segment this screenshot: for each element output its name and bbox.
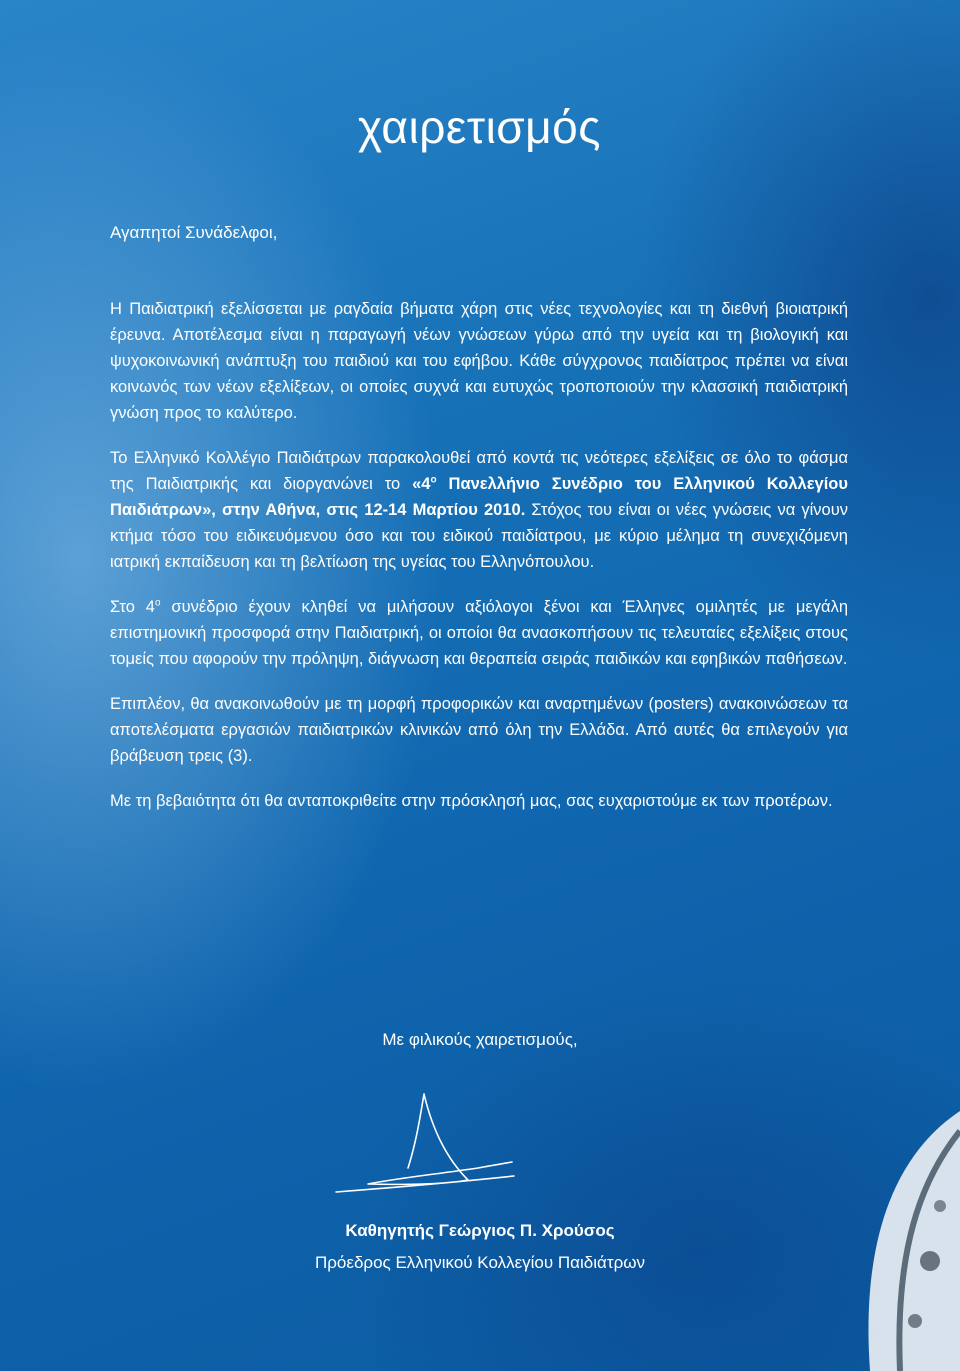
letter-body — [110, 220, 848, 833]
ordinal-suffix: ο — [154, 597, 161, 609]
page-title: χαιρετισμός — [358, 101, 601, 153]
paragraph-4: Επιπλέον, θα ανακοινωθούν με τη μορφή προφορικών και αναρτημένων (posters) ανακοινώσεων τα αποτελέσματα εργασιών παιδιατρικών κλινικών από όλη την Ελλάδα. Από αυτές θα επιλεγούν για βράβευση τρεις (3). — [110, 695, 848, 765]
paragraph-1: Η Παιδιατρική εξελίσσεται με ραγδαία βήματα χάρη στις νέες τεχνολογίες και τη διεθνή βιοιατρική έρευνα. Αποτέλεσμα είναι η παραγωγή νέων γνώσεων γύρω από την υγεία και τη βιολογική και ψυχοκοινωνική ανάπτυξη του παιδιού και του εφήβου. Κάθε σύγχρονος παιδίατρος πρέπει να είναι κοινωνός των νέων εξελίξεων, οι οποίες συχνά και ευτυχώς τροποποιούν την κλασσική παιδιατρική γνώση προς το καλύτερο. — [110, 300, 848, 422]
paragraph-3-prefix: Στο 4 — [110, 598, 155, 616]
closing-line — [0, 1030, 960, 1050]
paragraph-2-goal: Στόχος του είναι οι νέες γνώσεις να γίνουν κτήμα τόσο του ειδικευόμενου όσο και του ειδικού παιδίατρου, με κύριο μέλημα τη συνεχιζόμενη ιατρική εκπαίδευση και τη βελτίωση της υγείας του Ελληνόπουλου. — [110, 501, 849, 571]
butterfly-wing-decoration — [840, 1111, 960, 1371]
closing-text: Με φιλικούς χαιρετισμούς, — [382, 1030, 578, 1049]
ordinal-suffix: ο — [430, 474, 437, 486]
paragraph-2-intro: Το Ελληνικό Κολλέγιο Παιδιάτρων παρακολουθεί από κοντά τις νεότερες εξελίξεις σε όλο το φάσμα της Παιδιατρικής και διοργανώνει το — [110, 449, 848, 493]
paragraph-3-rest: συνέδριο έχουν κληθεί να μιλήσουν αξιόλογοι ξένοι και Έλληνες ομιλητές με μεγάλη επιστημονική προσφορά στην Παιδιατρική, οι οποίοι θα ανασκοπήσουν τις τελευταίες εξελίξεις στους τομείς που αφορούν την πρόληψη, διάγνωση και θεραπεία σειράς παιδικών και εφηβικών παθήσεων. — [110, 598, 848, 668]
salutation: Αγαπητοί Συνάδελφοι, — [110, 223, 278, 242]
paragraph-3 — [110, 594, 848, 672]
signatory-role: Πρόεδρος Ελληνικού Κολλεγίου Παιδιάτρων — [314, 1253, 646, 1272]
paragraph-5: Με τη βεβαιότητα ότι θα ανταποκριθείτε στην πρόσκλησή μας, σας ευχαριστούμε εκ των προτέρων. — [110, 792, 833, 810]
handwritten-signature — [328, 1088, 518, 1198]
congress-ordinal: «4 — [412, 475, 431, 493]
paragraph-2 — [110, 445, 848, 575]
signatory-name: Καθηγητής Γεώργιος Π. Χρούσος — [345, 1221, 615, 1240]
congress-details: Πανελλήνιο Συνέδριο του Ελληνικού Κολλεγίου Παιδιάτρων», στην Αθήνα, στις 12-14 Μαρτίου 2010. — [110, 475, 848, 519]
